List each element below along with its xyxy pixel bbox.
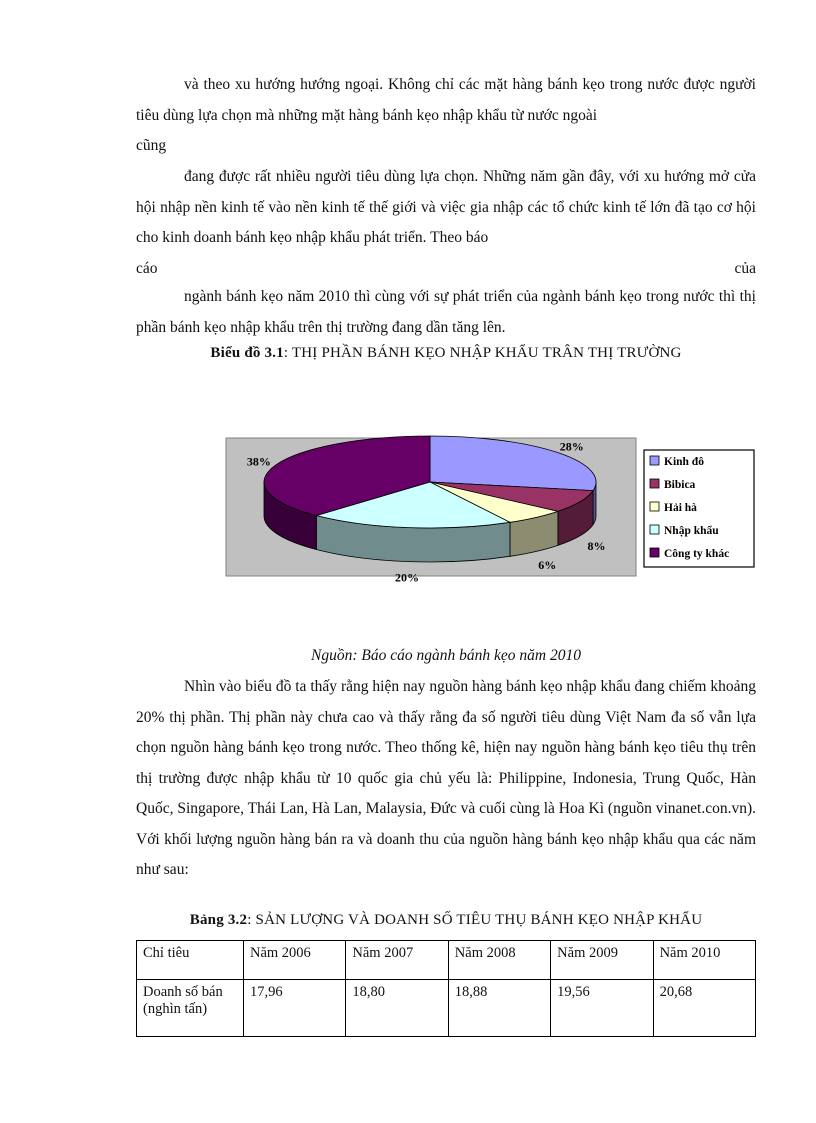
legend-label: Công ty khác bbox=[664, 548, 730, 560]
paragraph-1: và theo xu hướng hướng ngoại. Không chỉ các mặt hàng bánh kẹo trong nước được người tiêu dùng lựa chọn mà những mặt hàng bánh kẹo nhập khẩu từ nước ngoài bbox=[136, 76, 756, 124]
chart-caption-label: Biểu đồ 3.1 bbox=[210, 345, 284, 361]
pie-data-label: 6% bbox=[538, 558, 557, 573]
table-caption bbox=[136, 912, 756, 929]
legend-swatch bbox=[650, 525, 659, 534]
table-header-cell: Năm 2008 bbox=[448, 941, 550, 980]
table-header-cell: Năm 2007 bbox=[346, 941, 448, 980]
paragraph-1-tail: cũng bbox=[136, 137, 167, 154]
paragraph-2-tail bbox=[136, 260, 756, 278]
pie-data-label: 8% bbox=[587, 538, 606, 553]
chart-source: Nguồn: Báo cáo ngành bánh kẹo năm 2010 bbox=[311, 647, 581, 664]
table-caption-text: : SẢN LƯỢNG VÀ DOANH SỐ TIÊU THỤ BÁNH KẸO NHẬP KHẨU bbox=[247, 912, 703, 928]
legend-label: Kinh đô bbox=[664, 456, 704, 468]
table-cell: 20,68 bbox=[653, 980, 755, 1037]
table-row bbox=[137, 980, 756, 1037]
pie-layer bbox=[264, 436, 596, 562]
chart-caption bbox=[136, 345, 756, 362]
table-header-cell: Năm 2009 bbox=[551, 941, 653, 980]
table-header-cell: Chỉ tiêu bbox=[137, 941, 244, 980]
pie-data-label: 28% bbox=[559, 439, 584, 454]
pie-data-label: 38% bbox=[246, 454, 271, 469]
table-caption-label: Bảng 3.2 bbox=[189, 912, 248, 928]
paragraph-2: đang được rất nhiều người tiêu dùng lựa chọn. Những năm gần đây, với xu hướng mở cửa hội nhập nền kinh tế vào nền kinh tế thế giới và việc gia nhập các tổ chức kinh tế lớn đã tạo cơ hội cho kinh doanh bánh kẹo nhập khẩu phát triển. Theo báo bbox=[136, 168, 756, 246]
paragraph-4: Nhìn vào biểu đồ ta thấy rằng hiện nay nguồn hàng bánh kẹo nhập khẩu đang chiếm khoảng 20% thị phần. Thị phần này chưa cao và thấy rằng đa số người tiêu dùng Việt Nam đa số vẫn lựa chọn nguồn hàng bánh kẹo trong nước. Theo thống kê, hiện nay nguồn hàng bánh kẹo tiêu thụ trên thị trường được nhập khẩu từ 10 quốc gia chủ yếu là: Philippine, Indonesia, Trung Quốc, Hàn Quốc, Singapore, Thái Lan, Hà Lan, Malaysia, Đức và cuối cùng là Hoa Kì (nguồn vinanet.con.vn). Với khối lượng nguồn hàng bán ra và doanh thu của nguồn hàng bánh kẹo nhập khẩu qua các năm như sau: bbox=[136, 678, 756, 878]
legend-label: Nhập khẩu bbox=[664, 525, 719, 537]
chart-caption-text: : THỊ PHẦN BÁNH KẸO NHẬP KHẨU TRÂN THỊ TRƯỜNG bbox=[283, 345, 682, 361]
legend-swatch bbox=[650, 502, 659, 511]
table-cell: 18,88 bbox=[448, 980, 550, 1037]
legend-swatch bbox=[650, 548, 659, 557]
legend bbox=[644, 450, 754, 567]
table-header-cell: Năm 2006 bbox=[244, 941, 346, 980]
data-table bbox=[136, 940, 756, 1037]
table-cell: 17,96 bbox=[244, 980, 346, 1037]
table-cell: 19,56 bbox=[551, 980, 653, 1037]
paragraph-3: ngành bánh kẹo năm 2010 thì cùng với sự phát triển của ngành bánh kẹo trong nước thì thị phần bánh kẹo nhập khẩu trên thị trường đang dần tăng lên. bbox=[136, 288, 756, 336]
paragraph-2-tail-right: của bbox=[734, 260, 756, 277]
paragraph-2-tail-left: cáo bbox=[136, 260, 158, 277]
table-cell: Doanh số bán (nghìn tấn) bbox=[137, 980, 244, 1037]
table-header-cell: Năm 2010 bbox=[653, 941, 755, 980]
pie-data-label: 20% bbox=[394, 570, 419, 585]
legend-label: Hải hà bbox=[664, 502, 697, 514]
pie-chart bbox=[190, 425, 770, 615]
legend-label: Bibica bbox=[664, 479, 696, 491]
table-cell: 18,80 bbox=[346, 980, 448, 1037]
legend-swatch bbox=[650, 456, 659, 465]
legend-swatch bbox=[650, 479, 659, 488]
table-header-row bbox=[137, 941, 756, 980]
